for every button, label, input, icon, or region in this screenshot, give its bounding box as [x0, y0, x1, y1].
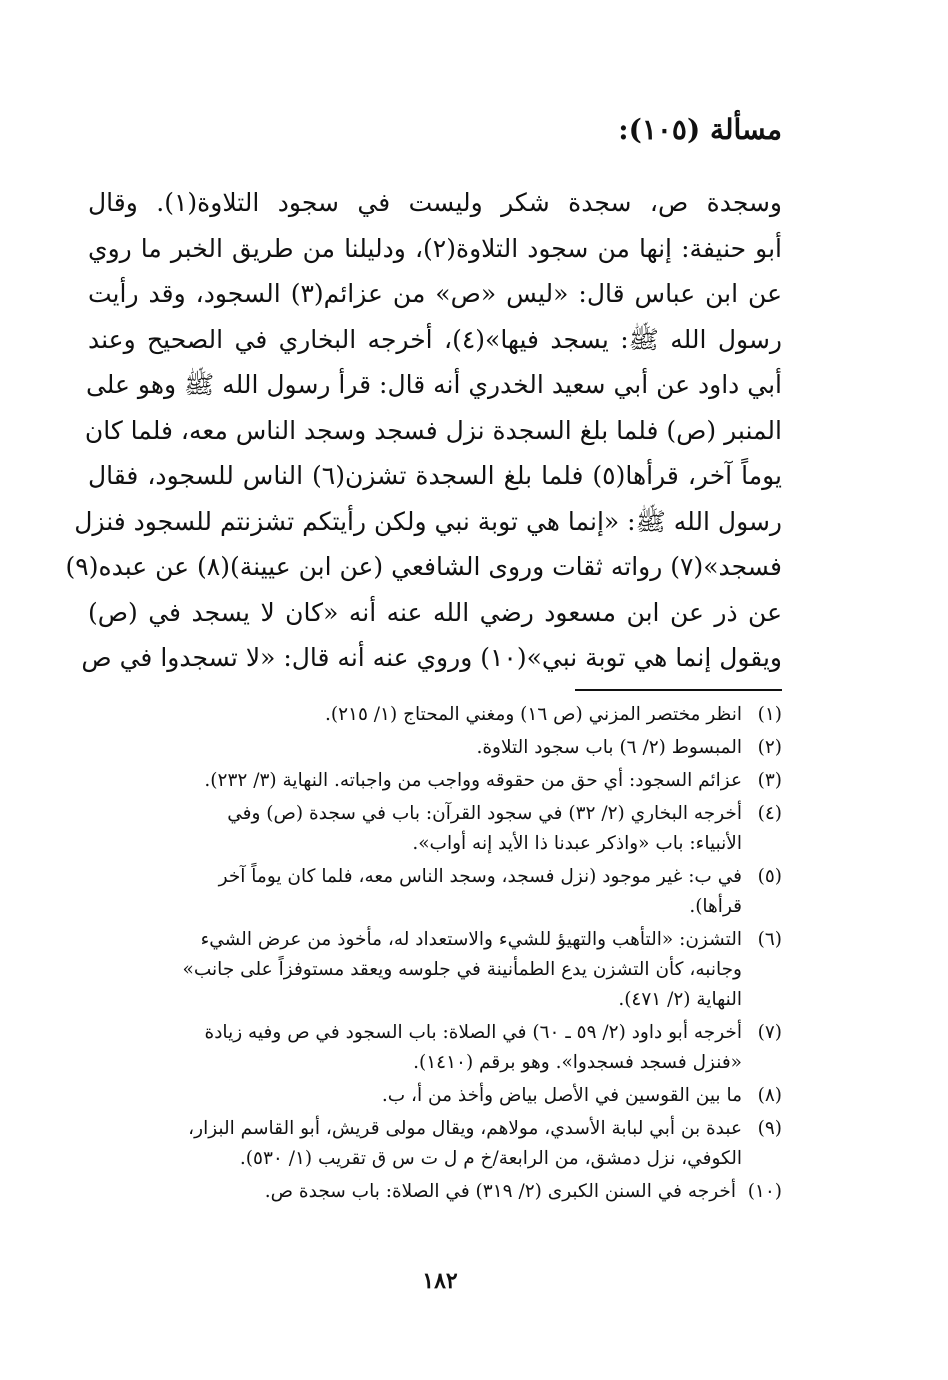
footnote-line: المبسوط (٢/ ٦) باب سجود التلاوة.	[476, 737, 742, 758]
footnote-number: (٨)	[757, 1085, 782, 1106]
footnote	[84, 862, 782, 922]
footnote	[84, 1177, 782, 1207]
text-line: رسول الله ﷺ: يسجد فيها»(٤)، أخرجه البخاري في الصحيح وعند	[88, 324, 782, 354]
footnote-number: (٣)	[757, 770, 782, 791]
footnote-line: في ب: غير موجود (نزل فسجد، وسجد الناس معه، فلما كان يوماً آخر	[218, 866, 742, 887]
footnote-line: انظر مختصر المزني (ص ١٦) ومغني المحتاج (١/ ٢١٥).	[324, 704, 742, 725]
footnote-line: أخرجه في السنن الكبرى (٢/ ٣١٩) في الصلاة: باب سجدة ص.	[264, 1181, 736, 1202]
footnote-number: (٢)	[757, 737, 782, 758]
main-text	[65, 180, 782, 681]
footnote-text	[84, 700, 742, 730]
footnote-line: التشزن: «التأهب والتهيؤ للشيء والاستعداد له، مأخوذ من عرض الشيء	[200, 929, 742, 950]
footnote	[84, 1081, 782, 1111]
footnote-text	[84, 862, 742, 922]
footnote	[84, 733, 782, 763]
footnote-line: النهاية (٢/ ٤٧١).	[618, 989, 742, 1010]
footnote-line: وجانبه، كأن التشزن يدع الطمأنينة في جلوسه ويعقد مستوفزاً على جانب»	[182, 959, 742, 980]
footnote-number: (١)	[757, 704, 782, 725]
footnote-number: (٥)	[757, 866, 782, 887]
footnote-line: أخرجه البخاري (٢/ ٣٢) في سجود القرآن: باب في سجدة (ص) وفي	[227, 803, 742, 824]
footnote-line: «فنزل فسجد فسجدوا». وهو برقم (١٤١٠).	[413, 1052, 742, 1073]
footnote	[84, 766, 782, 796]
text-line: عن ابن عباس قال: «ليس «ص» من عزائم(٣) السجود، وقد رأيت	[88, 279, 782, 308]
footnote-number: (١٠)	[747, 1181, 782, 1202]
footnote	[84, 799, 782, 859]
footnote-text	[84, 799, 742, 859]
text-line: عن ذر عن ابن مسعود رضي الله عنه أنه «كان لا يسجد في (ص)	[88, 597, 782, 627]
footnote	[84, 925, 782, 1015]
footnote-text	[84, 1177, 736, 1207]
text-line: يوماً آخر، قرأها(٥) فلما بلغ السجدة تشزن(٦) الناس للسجود، فقال	[88, 461, 782, 490]
footnote-number: (٤)	[757, 803, 782, 824]
text-line: أبي داود عن أبي سعيد الخدري أنه قال: قرأ رسول الله ﷺ وهو على	[85, 370, 782, 399]
footnote-text	[84, 925, 742, 1015]
footnote-number: (٩)	[757, 1118, 782, 1139]
footnote-line: عزائم السجود: أي حق من حقوقه وواجب من واجباته. النهاية (٣/ ٢٣٢).	[204, 770, 742, 791]
footnote-line: الكوفي، نزل دمشق، من الرابعة/خ م ل ت س ق تقريب (١/ ٥٣٠).	[239, 1148, 742, 1169]
footnote-line: ما بين القوسين في الأصل بياض وأخذ من أ، ب.	[381, 1085, 742, 1106]
footnote-line: الأنبياء: باب «واذكر عبدنا ذا الأيد إنه أواب».	[412, 833, 742, 854]
footnote-text	[84, 1018, 742, 1078]
text-line: المنبر (ص) فلما بلغ السجدة نزل فسجد وسجد الناس معه، فلما كان	[84, 415, 782, 445]
page-number: ١٨٢	[422, 1268, 458, 1294]
text-line: أبو حنيفة: إنها من سجود التلاوة(٢)، ودليلنا من طريق الخبر ما روي	[88, 233, 782, 263]
footnotes	[84, 700, 782, 1210]
text-line: ويقول إنما هي توبة نبي»(١٠) وروي عنه أنه قال: «لا تسجدوا في ص	[81, 643, 782, 672]
footnote-line: قرأها).	[689, 896, 742, 917]
footnote-line: عبدة بن أبي لبابة الأسدي، مولاهم، ويقال مولى قريش، أبو القاسم البزار،	[188, 1118, 742, 1139]
issue-heading: مسألة (١٠٥):	[618, 113, 782, 146]
footnote-number: (٦)	[757, 929, 782, 950]
footnote	[84, 1018, 782, 1078]
footnote-text	[84, 733, 742, 763]
footnote-text	[84, 1114, 742, 1174]
footnote-number: (٧)	[757, 1022, 782, 1043]
footnote-text	[84, 1081, 742, 1111]
footnote-line: أخرجه أبو داود (٢/ ٥٩ ـ ٦٠) في الصلاة: باب السجود في ص وفيه زيادة	[204, 1022, 742, 1043]
footnote	[84, 700, 782, 730]
text-line: فسجد»(٧) رواته ثقات وروى الشافعي (عن ابن عيينة)(٨) عن عبده(٩)	[65, 552, 782, 581]
text-line: رسول الله ﷺ: «إنما هي توبة نبي ولكن رأيتكم تشزنتم للسجود فنزل	[74, 506, 782, 536]
footnote-text	[84, 766, 742, 796]
text-line: وسجدة ص، سجدة شكر وليست في سجود التلاوة(١). وقال	[88, 188, 782, 217]
footnote	[84, 1114, 782, 1174]
footnote-divider	[575, 689, 782, 691]
